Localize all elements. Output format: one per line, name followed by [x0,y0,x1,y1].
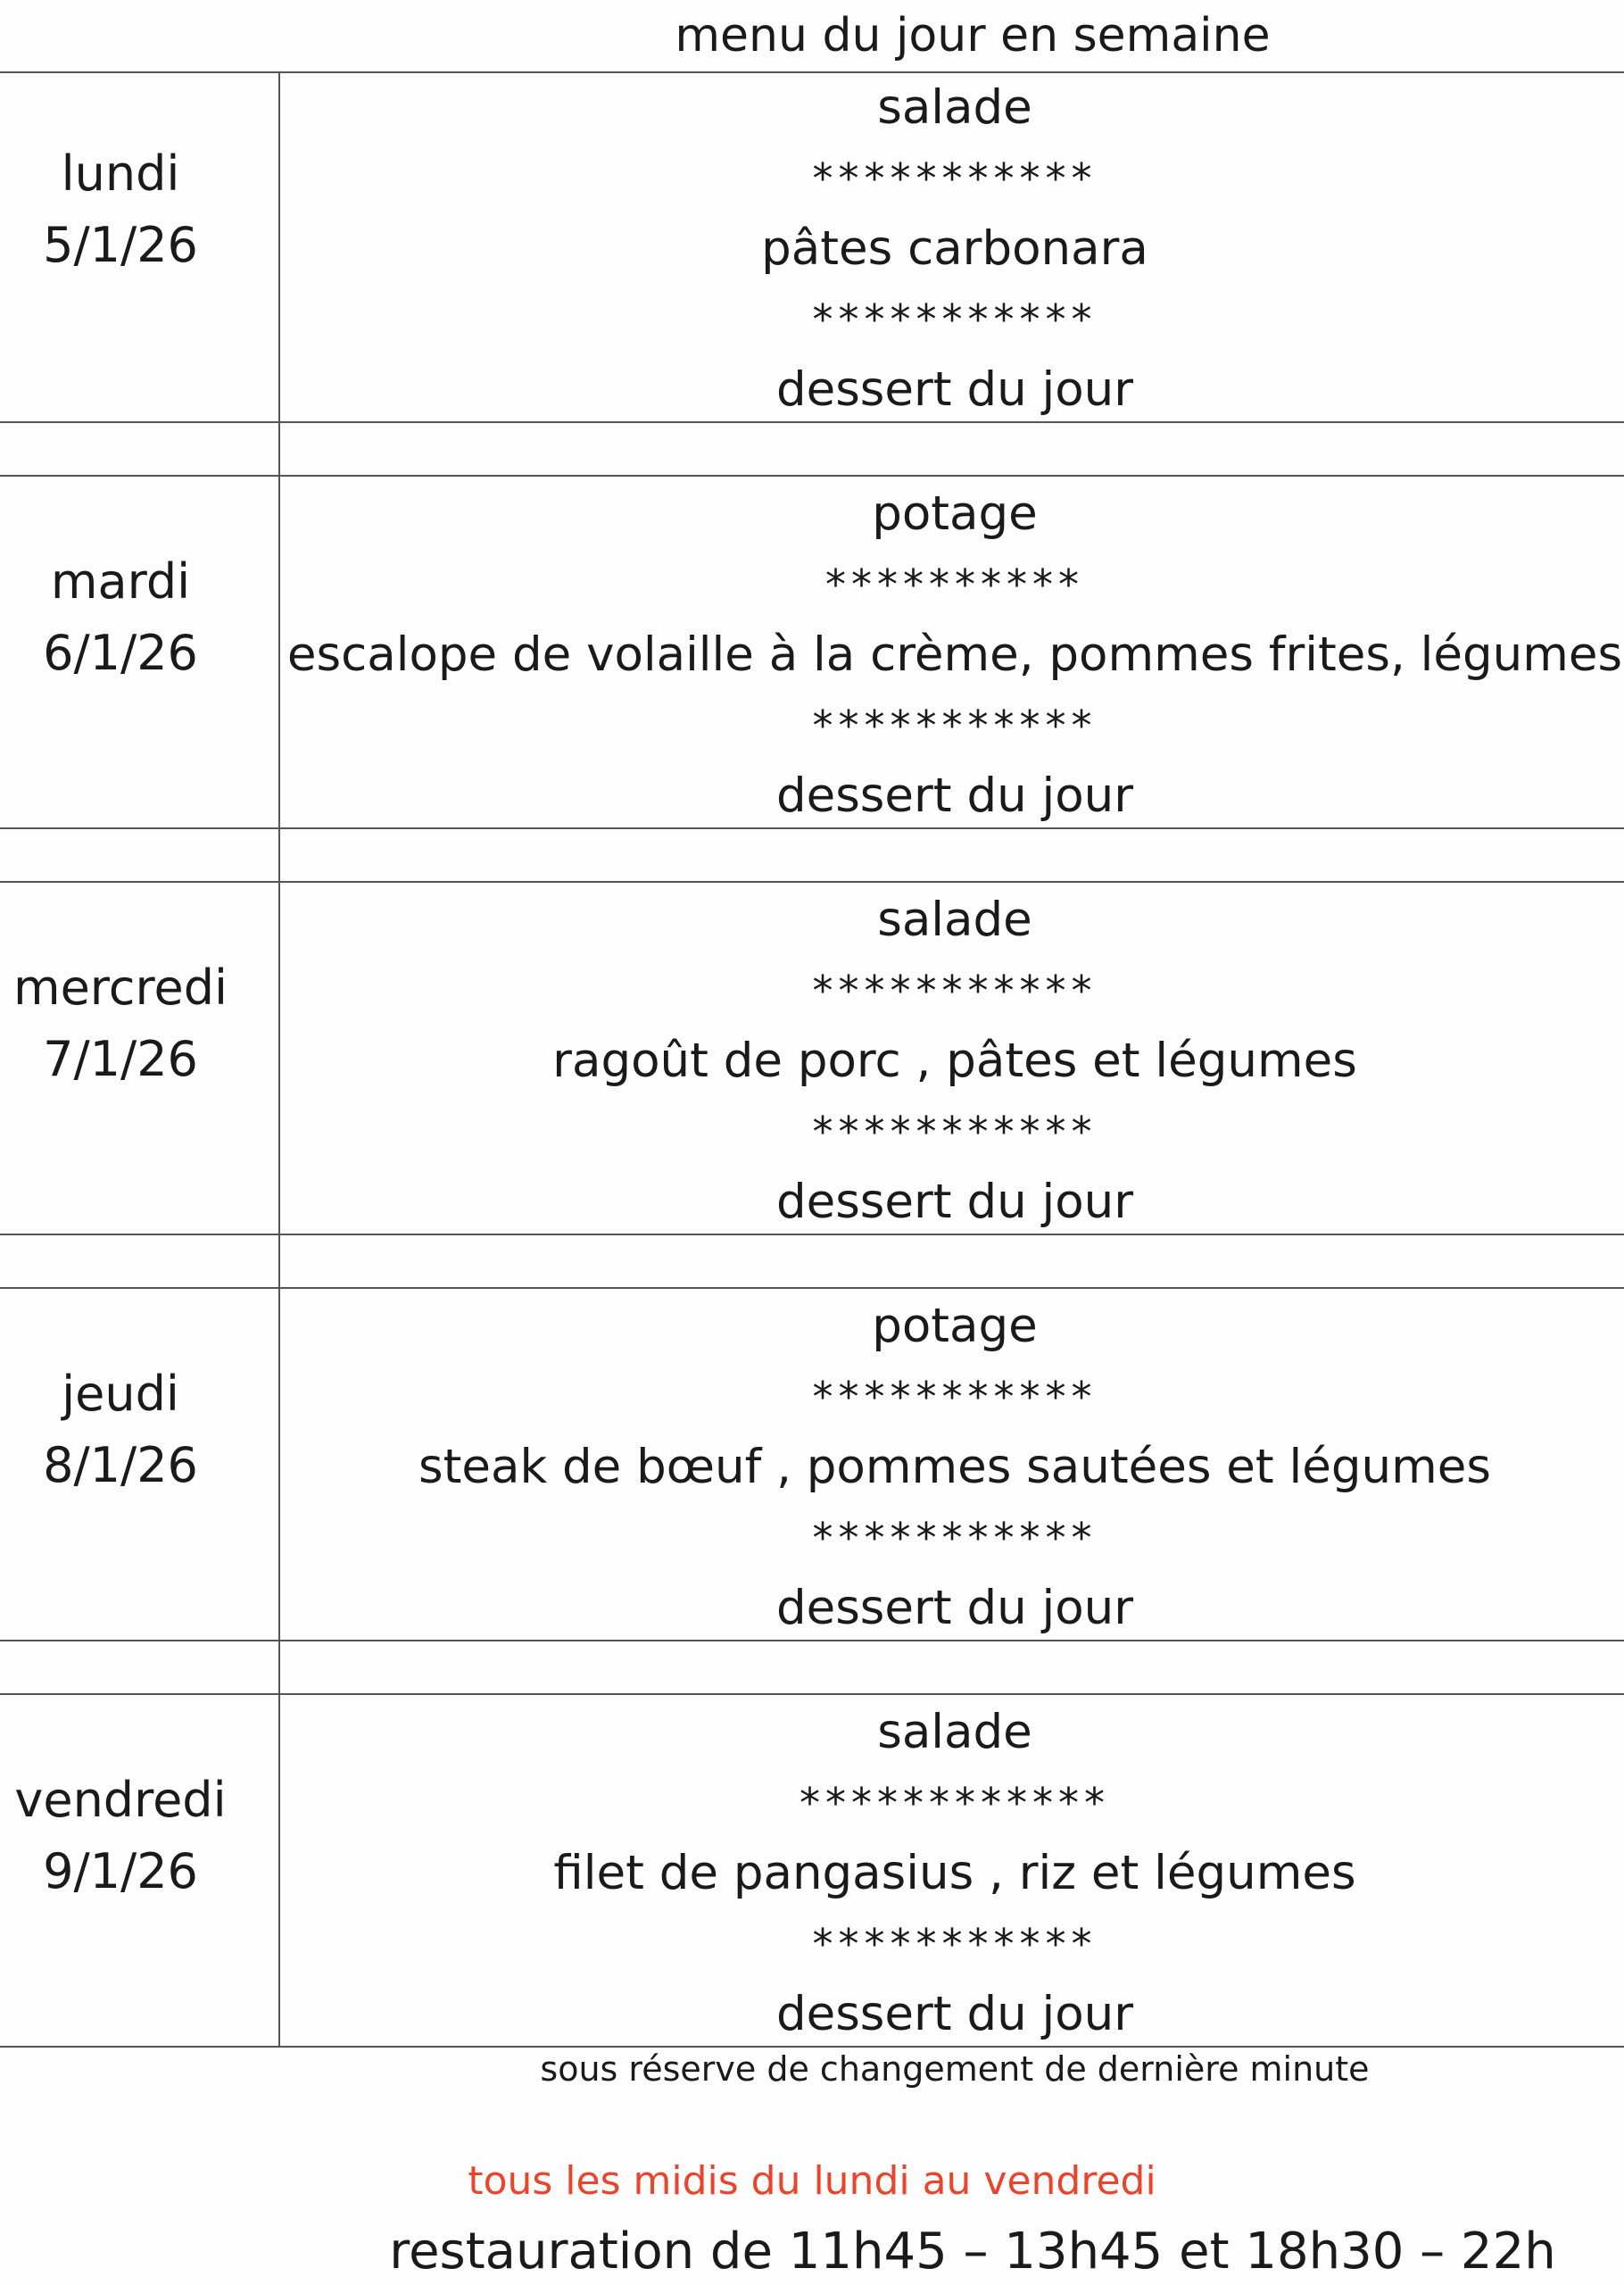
page-title: menu du jour en semaine [675,9,1271,62]
separator: *********** [812,1920,1098,1968]
main-course: escalope de volaille à la crème, pommes frites, légumes [286,627,1623,682]
row-divider [0,881,1624,883]
day-name: mercredi [12,960,228,1016]
menu-cell-lundi [286,73,1624,425]
day-name: lundi [61,145,180,202]
separator: ********** [825,561,1084,609]
day-date: 5/1/26 [43,217,198,273]
main-course: ragoût de porc , pâtes et légumes [552,1034,1357,1088]
day-date: 9/1/26 [43,1843,198,1899]
day-date: 7/1/26 [43,1031,198,1087]
starter: potage [872,486,1038,541]
starter: salade [877,1705,1032,1759]
dessert: dessert du jour [775,1581,1134,1635]
separator: *********** [812,295,1098,344]
day-cell-mercredi [0,952,241,1095]
opening-hours: restauration de 11h45 – 13h45 et 18h30 – 22h [389,2223,1556,2281]
separator: *********** [812,1108,1098,1156]
separator: *********** [812,1373,1098,1421]
day-cell-lundi [0,138,241,281]
main-course: filet de pangasius , riz et légumes [553,1846,1356,1900]
menu-cell-jeudi [286,1292,1624,1643]
day-cell-mardi [0,546,241,689]
separator: ************ [800,1779,1110,1827]
dessert: dessert du jour [775,1987,1134,2041]
day-date: 6/1/26 [43,625,198,681]
dessert: dessert du jour [775,769,1134,823]
separator: *********** [812,1514,1098,1562]
day-name: vendredi [14,1772,227,1828]
dessert: dessert du jour [775,1175,1134,1229]
menu-cell-vendredi [286,1698,1624,2049]
separator: *********** [812,154,1098,203]
menu-cell-mercredi [286,885,1624,1237]
row-divider [0,475,1624,477]
row-divider [0,1693,1624,1695]
starter: salade [877,80,1032,135]
day-name: jeudi [62,1366,179,1422]
day-cell-jeudi [0,1359,241,1501]
disclaimer-note: sous réserve de changement de dernière minute [540,2049,1370,2089]
menu-cell-mardi [286,479,1624,831]
dessert: dessert du jour [775,362,1134,417]
main-course: pâtes carbonara [761,221,1148,276]
starter: potage [872,1299,1038,1353]
service-days: tous les midis du lundi au vendredi [468,2158,1156,2204]
starter: salade [877,893,1032,947]
row-divider [0,1287,1624,1289]
column-divider [278,71,280,2046]
separator: *********** [812,702,1098,750]
day-date: 8/1/26 [43,1437,198,1493]
separator: *********** [812,967,1098,1015]
day-cell-vendredi [0,1765,241,1907]
main-course: steak de bœuf , pommes sautées et légumes [418,1440,1491,1494]
day-name: mardi [50,553,191,610]
